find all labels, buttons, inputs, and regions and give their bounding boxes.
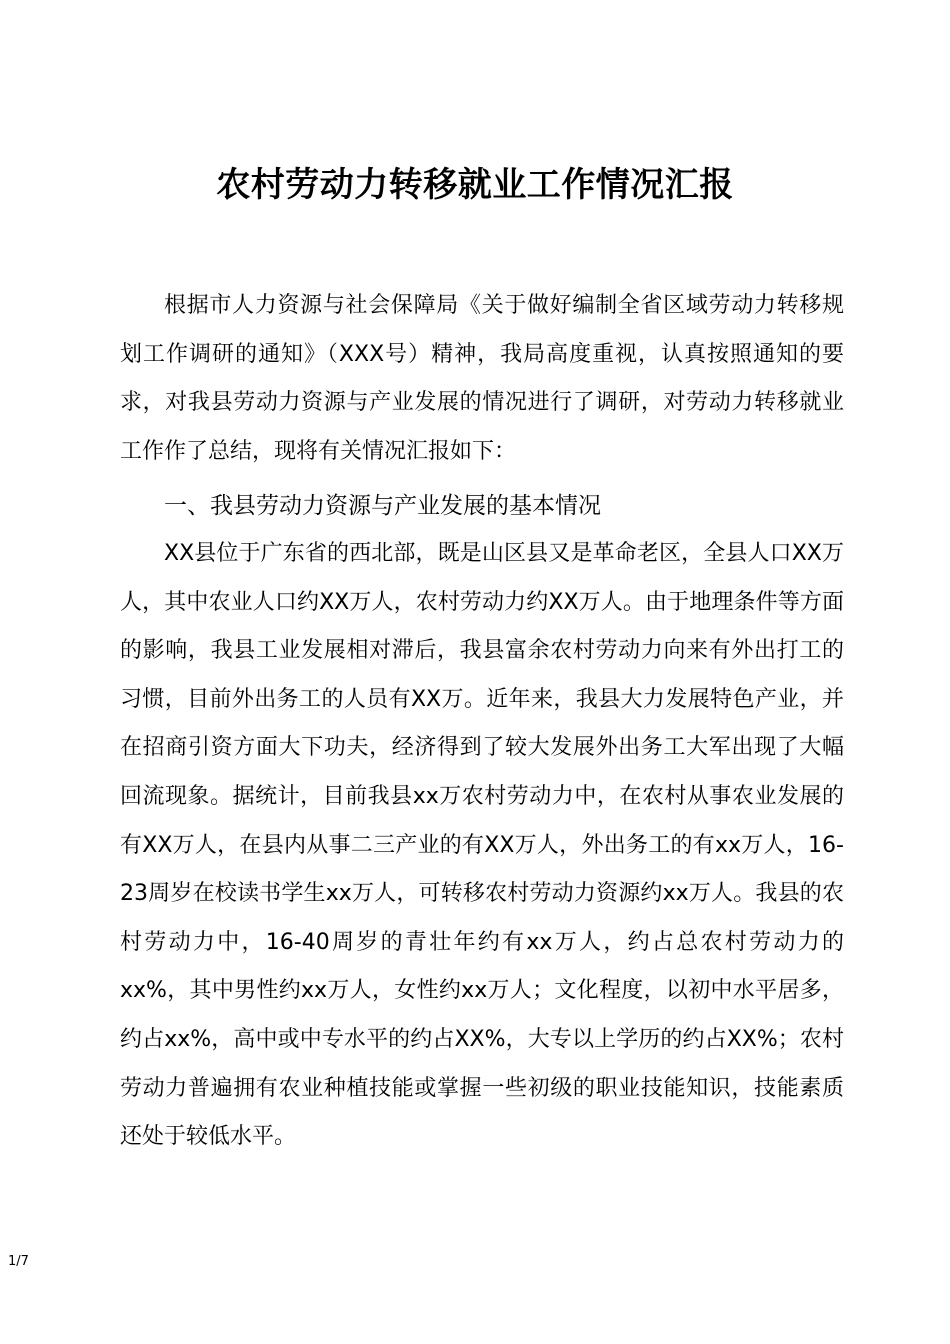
intro-paragraph: 根据市人力资源与社会保障局《关于做好编制全省区域劳动力转移规划工作调研的通知》（XXX号）精神，我局高度重视，认真按照通知的要求，对我县劳动力资源与产业发展的情况进行了调研，对劳动力转移就业工作作了总结，现将有关情况汇报如下： <box>120 293 844 464</box>
section-heading: 一、我县劳动力资源与产业发展的基本情况 <box>164 493 601 519</box>
page-number: 1/7 <box>8 1254 29 1269</box>
section-paragraph: XX县位于广东省的西北部，既是山区县又是革命老区，全县人口XX万人，其中农业人口约XX万人，农村劳动力约XX万人。由于地理条件等方面的影响，我县工业发展相对滞后，我县富余农村劳动力向来有外出打工的习惯，目前外出务工的人员有XX万。近年来，我县大力发展特色产业，并在招商引资方面大下功夫，经济得到了较大发展外出务工大军出现了大幅回流现象。据统计，目前我县xx万农村劳动力中，在农村从事农业发展的有XX万人，在县内从事二三产业的有XX万人，外出务工的有xx万人，16-23周岁在校读书学生xx万人，可转移农村劳动力资源约xx万人。我县的农村劳动力中，16-40周岁的青壮年约有xx万人，约占总农村劳动力的xx%，其中男性约xx万人，女性约xx万人；文化程度，以初中水平居多，约占xx%，高中或中专水平的约占XX%，大专以上学历的约占XX%；农村劳动力普遍拥有农业种植技能或掌握一些初级的职业技能知识，技能素质还处于较低水平。 <box>120 541 844 1150</box>
document-title: 农村劳动力转移就业工作情况汇报 <box>216 165 734 205</box>
